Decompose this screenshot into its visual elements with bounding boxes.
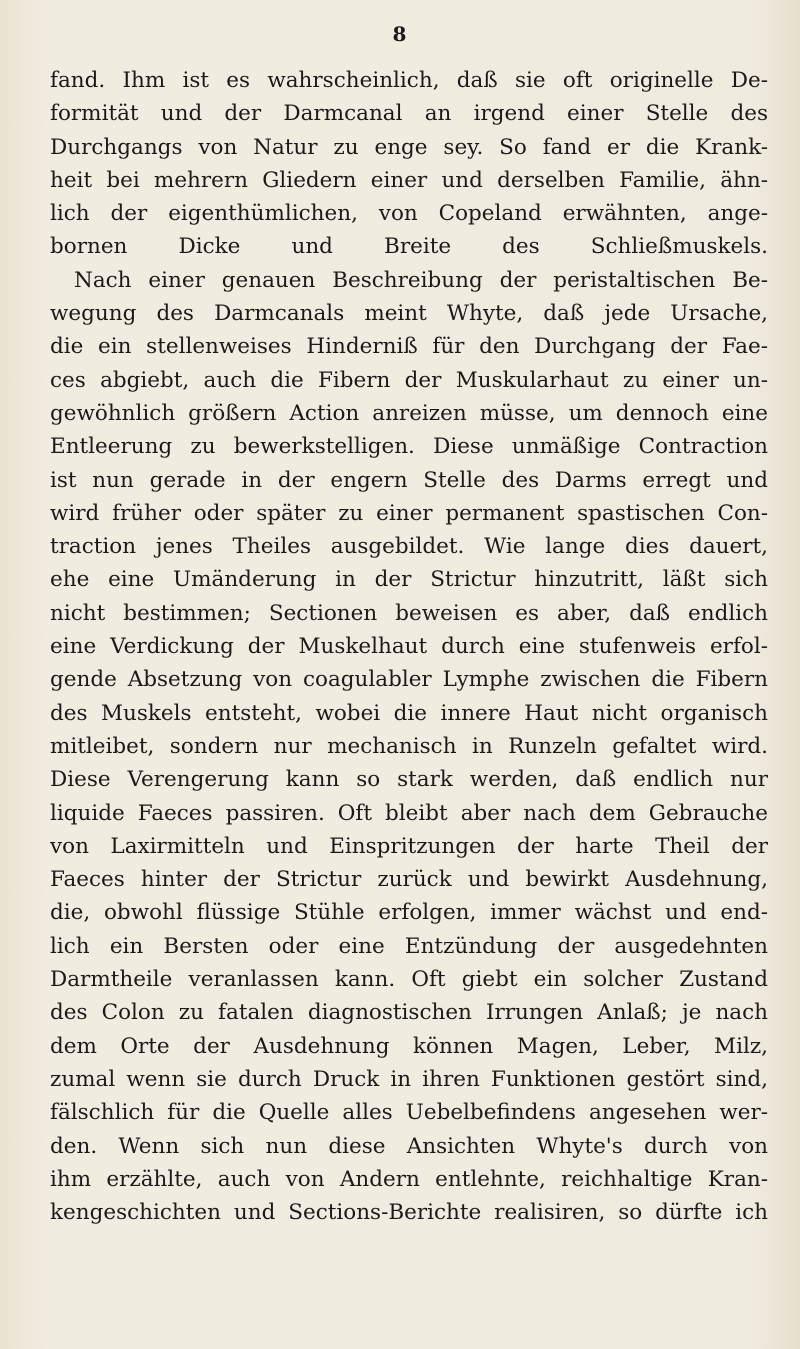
text-line: liquide Faeces passiren. Oft bleibt aber nach dem Gebrauche [50, 800, 768, 826]
text-line: formität und der Darmcanal an irgend einer Stelle des [50, 101, 768, 127]
text-line: mitleibet, sondern nur mechanisch in Runzeln gefaltet wird. [50, 733, 768, 759]
text-line: wird früher oder später zu einer permanent spastischen Con- [50, 500, 768, 526]
text-line: die, obwohl flüssige Stühle erfolgen, immer wächst und end- [50, 900, 768, 926]
text-line: ces abgiebt, auch die Fibern der Muskularhaut zu einer un- [50, 367, 768, 393]
text-line: lich der eigenthümlichen, von Copeland erwähnten, ange- [50, 201, 768, 227]
text-line: wegung des Darmcanals meint Whyte, daß jede Ursache, [50, 301, 768, 327]
text-line: dem Orte der Ausdehnung können Magen, Leber, Milz, [50, 1033, 768, 1059]
text-line: Darmtheile veranlassen kann. Oft giebt ein solcher Zustand [50, 967, 768, 993]
text-line: ehe eine Umänderung in der Strictur hinzutritt, läßt sich [50, 567, 768, 593]
text-line: Nach einer genauen Beschreibung der peristaltischen Be- [74, 267, 768, 293]
text-line: Entleerung zu bewerkstelligen. Diese unmäßige Contraction [50, 434, 768, 460]
text-line: des Colon zu fatalen diagnostischen Irrungen Anlaß; je nach [50, 1000, 768, 1026]
text-line: fand. Ihm ist es wahrscheinlich, daß sie oft originelle De- [50, 68, 768, 93]
text-line: fälschlich für die Quelle alles Uebelbefindens angesehen wer- [50, 1100, 768, 1126]
text-line: Diese Verengerung kann so stark werden, daß endlich nur [50, 767, 768, 793]
text-line: ist nun gerade in der engern Stelle des Darms erregt und [50, 467, 768, 493]
text-line: kengeschichten und Sections-Berichte realisiren, so dürfte ich [50, 1200, 768, 1226]
text-line: von Laxirmitteln und Einspritzungen der harte Theil der [50, 833, 768, 859]
text-line: traction jenes Theiles ausgebildet. Wie lange dies dauert, [50, 534, 768, 560]
text-line: nicht bestimmen; Sectionen beweisen es aber, daß endlich [50, 600, 768, 626]
text-line: den. Wenn sich nun diese Ansichten Whyte's durch von [50, 1133, 768, 1159]
text-line: lich ein Bersten oder eine Entzündung der ausgedehnten [50, 933, 768, 959]
text-line: heit bei mehrern Gliedern einer und derselben Familie, ähn- [50, 167, 768, 193]
text-line: eine Verdickung der Muskelhaut durch eine stufenweis erfol- [50, 634, 768, 660]
text-line: Faeces hinter der Strictur zurück und bewirkt Ausdehnung, [50, 867, 768, 893]
text-line: bornen Dicke und Breite des Schließmuskels. [50, 234, 768, 260]
body-text [50, 64, 768, 1229]
text-line: zumal wenn sie durch Druck in ihren Funktionen gestört sind, [50, 1066, 768, 1092]
text-line: ihm erzählte, auch von Andern entlehnte, reichhaltige Kran- [50, 1166, 768, 1192]
text-line: gende Absetzung von coagulabler Lymphe zwischen die Fibern [50, 667, 768, 693]
text-line: die ein stellenweises Hinderniß für den Durchgang der Fae- [50, 334, 768, 360]
page-number: 8 [392, 22, 408, 46]
text-line: gewöhnlich größern Action anreizen müsse, um dennoch eine [50, 400, 768, 426]
text-line: Durchgangs von Natur zu enge sey. So fand er die Krank- [50, 134, 768, 160]
text-line: des Muskels entsteht, wobei die innere Haut nicht organisch [50, 700, 768, 726]
